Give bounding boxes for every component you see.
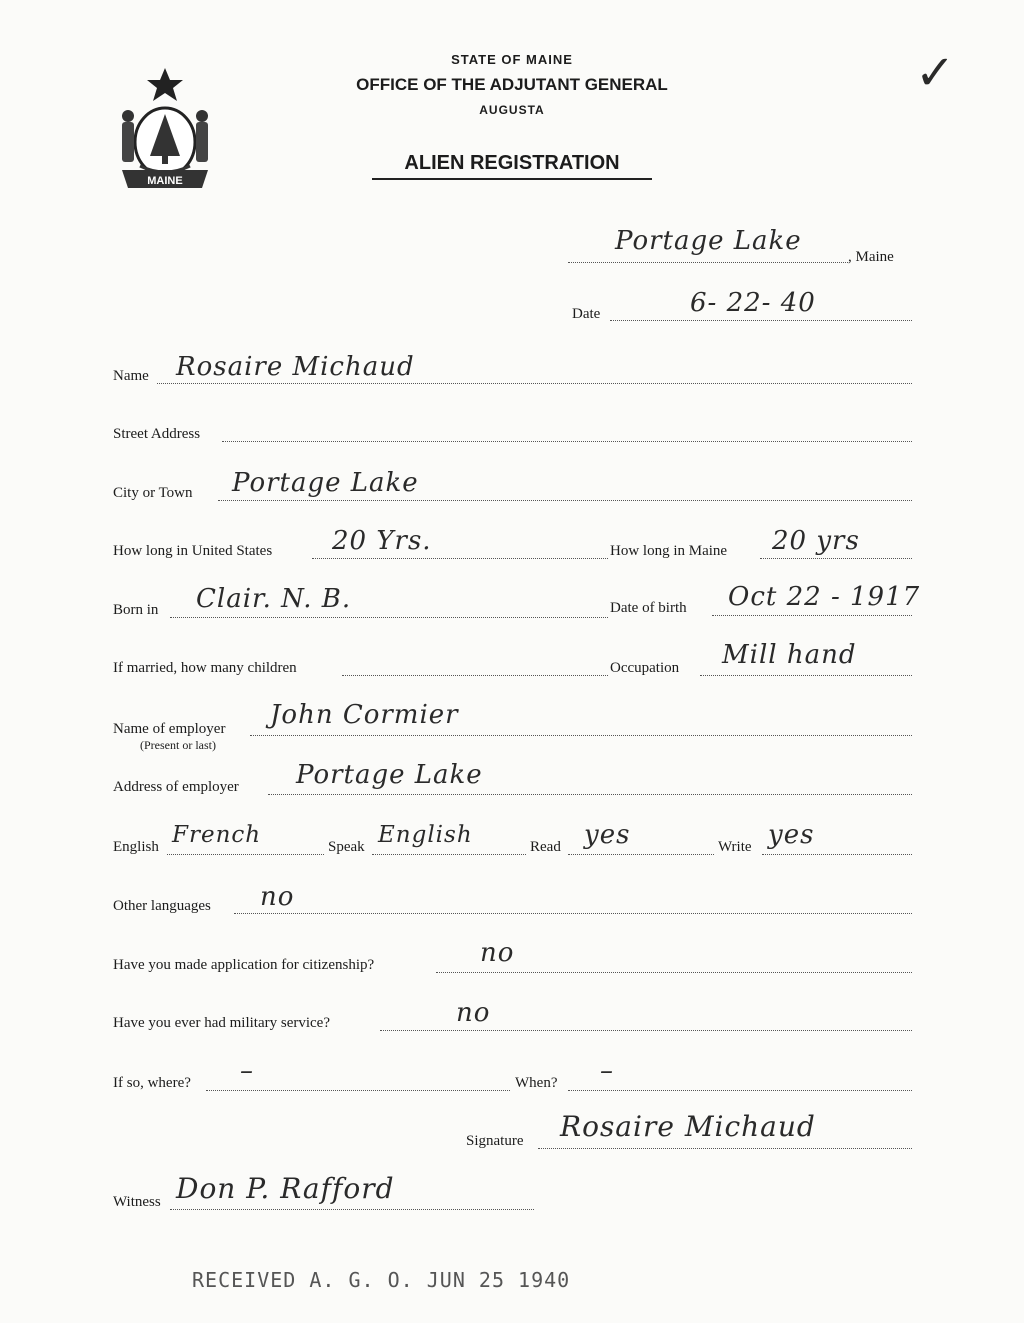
witness-value: Don P. Rafford: [176, 1172, 395, 1205]
read-label: Read: [530, 839, 561, 855]
date-label: Date: [572, 306, 601, 322]
how-long-maine-label: How long in Maine: [610, 543, 728, 559]
born-in-value: Clair. N. B.: [196, 584, 352, 614]
military-label: Have you ever had military service?: [113, 1015, 330, 1031]
signature-value: Rosaire Michaud: [560, 1110, 816, 1143]
other-languages-label: Other languages: [113, 898, 211, 914]
employer-value: John Cormier: [270, 700, 459, 730]
place-suffix: , Maine: [848, 249, 894, 265]
english-value: French: [172, 822, 262, 848]
seal-banner-text: MAINE: [147, 175, 183, 187]
when-value: –: [600, 1056, 614, 1086]
employer-sublabel: (Present or last): [140, 738, 216, 752]
city-value: Portage Lake: [232, 468, 419, 498]
how-long-us-label: How long in United States: [113, 543, 273, 559]
military-value: no: [456, 998, 491, 1028]
dob-value: Oct 22 - 1917: [728, 582, 921, 612]
received-stamp: RECEIVED A. G. O. JUN 25 1940: [192, 1268, 571, 1292]
where-label: If so, where?: [113, 1075, 191, 1091]
title-underline: [372, 178, 652, 180]
place-value: Portage Lake: [615, 226, 802, 256]
name-value: Rosaire Michaud: [176, 352, 415, 382]
read-value: yes: [584, 820, 631, 850]
header-city: AUGUSTA: [479, 103, 545, 117]
witness-label: Witness: [113, 1194, 161, 1210]
citizenship-label: Have you made application for citizenship?: [113, 957, 375, 973]
header-office: OFFICE OF THE ADJUTANT GENERAL: [356, 75, 668, 94]
employer-address-label: Address of employer: [113, 779, 239, 795]
occupation-label: Occupation: [610, 660, 680, 676]
born-in-label: Born in: [113, 602, 159, 618]
speak-value: English: [378, 822, 473, 848]
city-label: City or Town: [113, 485, 193, 501]
other-languages-value: no: [260, 882, 295, 912]
when-label: When?: [515, 1075, 558, 1091]
citizenship-value: no: [480, 938, 515, 968]
write-value: yes: [768, 820, 815, 850]
signature-label: Signature: [466, 1133, 524, 1149]
date-value: 6- 22- 40: [690, 288, 816, 318]
employer-address-value: Portage Lake: [296, 760, 483, 790]
how-long-maine-value: 20 yrs: [772, 526, 860, 556]
header-state: STATE OF MAINE: [451, 52, 573, 67]
where-value: –: [240, 1056, 254, 1086]
how-long-us-value: 20 Yrs.: [332, 526, 432, 556]
name-label: Name: [113, 368, 149, 384]
check-mark: ✓: [915, 45, 957, 101]
street-label: Street Address: [113, 426, 201, 442]
occupation-value: Mill hand: [722, 640, 857, 670]
english-label: English: [113, 839, 159, 855]
write-label: Write: [718, 839, 752, 855]
form-title: ALIEN REGISTRATION: [404, 152, 620, 174]
employer-label: Name of employer: [113, 721, 226, 737]
children-label: If married, how many children: [113, 660, 297, 676]
dob-label: Date of birth: [610, 600, 687, 616]
speak-label: Speak: [328, 839, 365, 855]
